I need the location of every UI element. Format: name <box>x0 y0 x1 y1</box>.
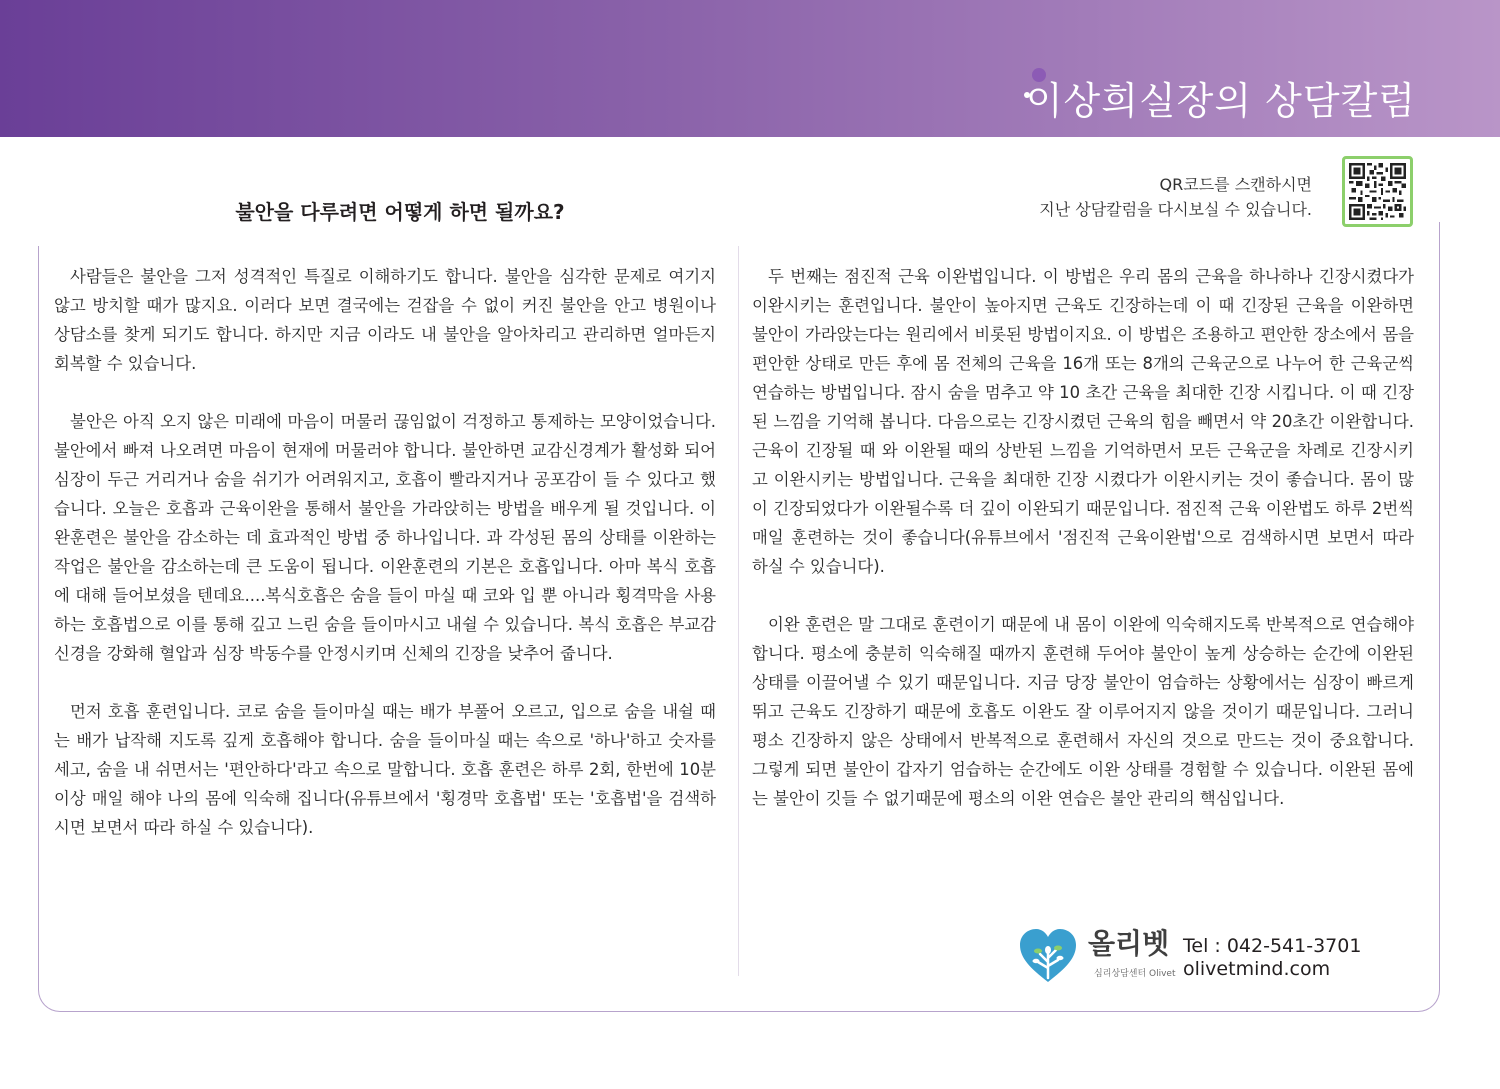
right-paragraph-1: 두 번째는 점진적 근육 이완법입니다. 이 방법은 우리 몸의 근육을 하나하나 긴장시켰다가 이완시키는 훈련입니다. 불안이 높아지면 근육도 긴장하는데 이 때 긴장된 근육을 이완하면 불안이 가라앉는다는 원리에서 비롯된 방법이지요. 이 방법은 조용하고 편안한 장소에서 몸을 편안한 상태로 만든 후에 몸 전체의 근육을 16개 또는 8개의 근육군으로 나누어 한 근육군씩 연습하는 방법입니다. 잠시 숨을 멈추고 약 10 초간 근육을 최대한 긴장 시킵니다. 이 때 긴장된 느낌을 기억해 봅니다. 다음으로는 긴장시켰던 근육의 힘을 빼면서 약 20초간 이완합니다. 근육이 긴장될 때 와 이완될 때의 상반된 느낌을 기억하면서 모든 근육군을 차례로 긴장시키고 이완시키는 방법입니다. 근육을 최대한 긴장 시켰다가 이완시키는 것이 좋습니다. 몸이 많이 긴장되었다가 이완될수록 더 깊이 이완되기 때문입니다. 점진적 근육 이완법도 하루 2번씩 매일 훈련하는 것이 좋습니다(유튜브에서 '점진적 근육이완법'으로 검색하시면 보면서 따라 하실 수 있습니다). <box>752 267 1414 576</box>
qr-note-line1: QR코드를 스캔하시면 <box>1159 175 1312 194</box>
right-paragraph-2: 이완 훈련은 말 그대로 훈련이기 때문에 내 몸이 이완에 익숙해지도록 반복적으로 연습해야 합니다. 평소에 충분히 익숙해질 때까지 훈련해 두어야 불안이 높게 상승하는 순간에 이완된 상태를 이끌어낼 수 있기 때문입니다. 지금 당장 불안이 엄습하는 상황에서는 심장이 빠르게 뛰고 근육도 긴장하기 때문에 호흡도 이완도 잘 이루어지지 않을 것이기 때문입니다. 그러니 평소 긴장하지 않은 상태에서 반복적으로 훈련해서 자신의 것으로 만드는 것이 중요합니다. 그렇게 되면 불안이 갑자기 엄습하는 순간에도 이완 상태를 경험할 수 있습니다. 이완된 몸에는 불안이 깃들 수 없기때문에 평소의 이완 연습은 불안 관리의 핵심입니다. <box>752 615 1414 808</box>
qr-code-icon[interactable] <box>1342 156 1413 227</box>
right-column <box>752 262 1414 842</box>
column-series-title: 이상희실장의 상담칼럼 <box>1025 79 1416 123</box>
frame-gap-right <box>1434 186 1442 222</box>
qr-note <box>1039 172 1312 222</box>
left-column <box>54 262 716 871</box>
contact-website[interactable]: olivetmind.com <box>1183 958 1331 980</box>
left-paragraph-3: 먼저 호흡 훈련입니다. 코로 숨을 들이마실 때는 배가 부풀어 오르고, 입으로 숨을 내쉴 때는 배가 납작해 지도록 깊게 호흡해야 합니다. 숨을 들이마실 때는 속으로 '하나'하고 숫자를 세고, 숨을 내 쉬면서는 '편안하다'라고 속으로 말합니다. 호흡 훈련은 하루 2회, 한번에 10분 이상 매일 해야 나의 몸에 익숙해 집니다(유튜브에서 '횡경막 호흡법' 또는 '호흡법'을 검색하시면 보면서 따라 하실 수 있습니다). <box>54 702 716 837</box>
contact-info <box>1183 935 1361 981</box>
brand-subtitle: 심리상담센터 Olivet <box>1094 969 1176 979</box>
left-paragraph-2: 불안은 아직 오지 않은 미래에 마음이 머물러 끊임없이 걱정하고 통제하는 모양이었습니다. 불안에서 빠져 나오려면 마음이 현재에 머물러야 합니다. 불안하면 교감신경계가 활성화 되어 심장이 두근 거리거나 숨을 쉬기가 어려워지고, 호흡이 빨라지거나 공포감이 들 수 있다고 했습니다. 오늘은 호흡과 근육이완을 통해서 불안을 가라앉히는 방법을 배우게 될 것입니다. 이완훈련은 불안을 감소하는 데 효과적인 방법 중 하나입니다. 과 각성된 몸의 상태를 이완하는 작업은 불안을 감소하는데 큰 도움이 됩니다. 이완훈련의 기본은 호흡입니다. 아마 복식 호흡에 대해 들어보셨을 텐데요....복식호흡은 숨을 들이 마실 때 코와 입 뿐 아니라 횡격막을 사용하는 호흡법으로 이를 통해 깊고 느린 숨을 들이마시고 내쉴 수 있습니다. 복식 호흡은 부교감 신경을 강화해 혈압과 심장 박동수를 안정시키며 신체의 긴장을 낮추어 줍니다. <box>54 412 716 663</box>
header-banner <box>0 0 1500 137</box>
article-title: 불안을 다루려면 어떻게 하면 될까요? <box>235 200 565 224</box>
left-paragraph-1: 사람들은 불안을 그저 성격적인 특질로 이해하기도 합니다. 불안을 심각한 문제로 여기지 않고 방치할 때가 많지요. 이러다 보면 결국에는 걷잡을 수 없이 커진 불안을 안고 병원이나 상담소를 찾게 되기도 합니다. 하지만 지금 이라도 내 불안을 알아차리고 관리하면 얼마든지 회복할 수 있습니다. <box>54 267 716 373</box>
qr-note-line2: 지난 상담칼럼을 다시보실 수 있습니다. <box>1039 200 1312 219</box>
olive-tree-heart-logo-icon <box>1018 928 1078 984</box>
brand-name: 올리벳 <box>1088 927 1170 960</box>
contact-tel: Tel : 042-541-3701 <box>1183 935 1362 957</box>
qr-pattern <box>1349 163 1406 220</box>
column-divider <box>738 246 739 976</box>
